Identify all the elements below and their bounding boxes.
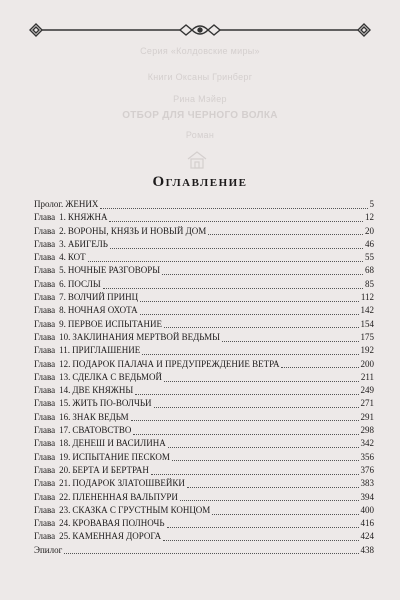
toc-entry: [34, 504, 374, 517]
toc-entry-title: КРОВАВАЯ ПОЛНОЧЬ: [72, 518, 165, 529]
ghost-line-4: ОТБОР ДЛЯ ЧЕРНОГО ВОЛКА: [122, 110, 278, 121]
toc-entry-title: НОЧНЫЕ РАЗГОВОРЫ: [67, 265, 161, 276]
toc-entry-number: 6.: [59, 278, 66, 289]
toc-entry: [34, 291, 374, 304]
toc-entry-page: 55: [365, 252, 374, 263]
ghost-line-5: Роман: [185, 130, 215, 140]
toc-entry-prefix: Глава: [34, 411, 56, 422]
toc-entry-title: ПОСЛЫ: [67, 278, 101, 289]
toc-entry: [34, 424, 374, 437]
toc-entry-title: ПЕРВОЕ ИСПЫТАНИЕ: [67, 318, 163, 329]
toc-entry-page: 192: [360, 345, 374, 356]
toc-dot-leader: [100, 201, 367, 209]
toc-entry-prefix: Глава: [34, 451, 56, 462]
toc-dot-leader: [212, 506, 358, 514]
toc-entry-title: ПРИГЛАШЕНИЕ: [72, 345, 141, 356]
toc-dot-leader: [64, 546, 358, 554]
toc-entry-prefix: Глава: [34, 292, 56, 303]
toc-entry-prefix: Пролог.: [34, 199, 64, 209]
toc-entry-prefix: Глава: [34, 425, 56, 436]
toc-dot-leader: [180, 493, 359, 501]
toc-dot-leader: [140, 307, 359, 315]
toc-dot-leader: [135, 387, 358, 395]
toc-entry: [34, 437, 374, 450]
toc-entry: [34, 331, 374, 344]
toc-entry-page: 424: [360, 531, 374, 542]
toc-entry: [34, 544, 374, 557]
toc-entry-number: 9.: [59, 318, 66, 329]
toc-entry: [34, 238, 374, 251]
toc-dot-leader: [131, 413, 359, 421]
toc-entry: [34, 304, 374, 317]
toc-entry: [34, 397, 374, 410]
toc-entry-title: ЖЕНИХ: [65, 199, 99, 209]
toc-entry-number: 17.: [59, 425, 71, 436]
toc-entry-number: 7.: [59, 292, 66, 303]
toc-entry-number: 14.: [59, 385, 71, 396]
toc-dot-leader: [167, 520, 359, 528]
toc-dot-leader: [281, 360, 358, 368]
toc-entry: [34, 477, 374, 490]
publisher-logo-icon: [186, 150, 208, 170]
toc-entry-page: 298: [360, 425, 374, 436]
toc-entry-title: НОЧНАЯ ОХОТА: [67, 305, 138, 316]
toc-entry-title: БЕРТА И БЕРТРАН: [72, 464, 149, 475]
toc-entry-prefix: Глава: [34, 265, 56, 276]
toc-entry-number: 2.: [59, 225, 66, 236]
toc-dot-leader: [133, 427, 358, 435]
toc-entry-title: СДЕЛКА С ВЕДЬМОЙ: [72, 371, 163, 382]
toc-entry: [34, 211, 374, 224]
toc-entry-number: 19.: [59, 451, 71, 462]
toc-entry-title: КОТ: [67, 252, 86, 263]
toc-entry: [34, 251, 374, 264]
toc-dot-leader: [162, 267, 363, 275]
toc-entry-page: 383: [360, 478, 374, 489]
toc-dot-leader: [142, 347, 358, 355]
toc-entry: [34, 530, 374, 543]
toc-entry-prefix: Глава: [34, 358, 56, 369]
toc-entry-page: 291: [360, 411, 374, 422]
toc-entry: [34, 225, 374, 238]
toc-entry-page: 112: [360, 292, 374, 303]
toc-entry-number: 4.: [59, 252, 66, 263]
toc-entry-title: ДЕНЕШ И ВАСИЛИНА: [72, 438, 166, 449]
toc-entry-prefix: Глава: [34, 318, 56, 329]
toc-entry: [34, 318, 374, 331]
toc-entry-title: ЗНАК ВЕДЬМ: [72, 411, 129, 422]
toc-dot-leader: [164, 320, 358, 328]
toc-entry-prefix: Глава: [34, 238, 56, 249]
toc-dot-leader: [222, 334, 359, 342]
toc-entry-number: 10.: [59, 331, 71, 342]
toc-entry: [34, 371, 374, 384]
toc-entry-number: 18.: [59, 438, 71, 449]
toc-entry-prefix: Эпилог: [34, 544, 63, 555]
toc-dot-leader: [164, 373, 359, 381]
toc-dot-leader: [109, 214, 363, 222]
toc-entry-number: 16.: [59, 411, 71, 422]
toc-entry-page: 20: [365, 225, 374, 236]
toc-entry: [34, 264, 374, 277]
toc-entry-number: 3.: [59, 238, 66, 249]
toc-dot-leader: [88, 254, 363, 262]
toc-entry-page: 85: [365, 278, 374, 289]
toc-entry-prefix: Глава: [34, 225, 56, 236]
toc-entry: [34, 517, 374, 530]
toc-entry-number: 24.: [59, 518, 71, 529]
ghost-line-2: Книги Оксаны Гринберг: [147, 72, 253, 82]
toc-entry-number: 12.: [59, 358, 71, 369]
toc-entry: [34, 451, 374, 464]
toc-entry: [34, 198, 374, 211]
toc-entry-page: 142: [360, 305, 374, 316]
toc-dot-leader: [172, 453, 359, 461]
toc-entry-title: ИСПЫТАНИЕ ПЕСКОМ: [72, 451, 170, 462]
toc-entry-prefix: Глава: [34, 518, 56, 529]
toc-entry-number: 23.: [59, 504, 71, 515]
toc-entry-number: 13.: [59, 371, 71, 382]
toc-entry-prefix: Глава: [34, 385, 56, 396]
toc-entry-number: 1.: [59, 212, 66, 223]
toc-entry-prefix: Глава: [34, 531, 56, 542]
toc-entry-prefix: Глава: [34, 438, 56, 449]
toc-entry-page: 394: [360, 491, 374, 502]
toc-entry: [34, 491, 374, 504]
toc-entry-title: ПОДАРОК ПАЛАЧА И ПРЕДУПРЕЖДЕНИЕ ВЕТРА: [72, 358, 280, 369]
toc-entry-prefix: Глава: [34, 398, 56, 409]
toc-entry-number: 11.: [59, 345, 71, 356]
toc-dot-leader: [110, 240, 363, 248]
toc-dot-leader: [140, 294, 359, 302]
toc-dot-leader: [168, 440, 359, 448]
toc-entry: [34, 278, 374, 291]
toc-entry: [34, 358, 374, 371]
table-of-contents: [34, 198, 374, 557]
toc-entry-page: 200: [360, 358, 374, 369]
toc-entry-prefix: Глава: [34, 305, 56, 316]
toc-entry-page: 5: [369, 199, 374, 209]
toc-entry-page: 211: [360, 371, 374, 382]
toc-entry-page: 249: [360, 385, 374, 396]
toc-entry-prefix: Глава: [34, 212, 56, 223]
toc-entry-title: ПОДАРОК ЗЛАТОШВЕЙКИ: [72, 478, 185, 489]
toc-entry-prefix: Глава: [34, 278, 56, 289]
toc-entry-page: 175: [360, 331, 374, 342]
toc-entry-prefix: Глава: [34, 371, 56, 382]
toc-entry-page: 376: [360, 464, 374, 475]
toc-entry-title: КНЯЖНА: [67, 212, 108, 223]
toc-entry-number: 15.: [59, 398, 71, 409]
toc-entry-page: 271: [360, 398, 374, 409]
toc-entry-number: 21.: [59, 478, 71, 489]
toc-entry-page: 46: [365, 238, 374, 249]
toc-entry-prefix: Глава: [34, 491, 56, 502]
toc-entry-page: 416: [360, 518, 374, 529]
toc-entry-page: 68: [365, 265, 374, 276]
toc-entry: [34, 384, 374, 397]
toc-entry-number: 22.: [59, 491, 71, 502]
toc-entry-prefix: Глава: [34, 252, 56, 263]
toc-entry-title: КАМЕННАЯ ДОРОГА: [72, 531, 162, 542]
toc-entry-title: АБИГЕЛЬ: [67, 238, 108, 249]
toc-entry-prefix: Глава: [34, 504, 56, 515]
toc-dot-leader: [187, 480, 359, 488]
toc-entry-page: 342: [360, 438, 374, 449]
toc-dot-leader: [208, 227, 363, 235]
toc-entry-title: ЗАКЛИНАНИЯ МЕРТВОЙ ВЕДЬМЫ: [72, 331, 220, 342]
toc-entry-page: 154: [360, 318, 374, 329]
toc-entry-page: 438: [360, 544, 374, 555]
toc-entry-title: СКАЗКА С ГРУСТНЫМ КОНЦОМ: [72, 504, 211, 515]
toc-entry-prefix: Глава: [34, 464, 56, 475]
toc-entry-page: 12: [365, 212, 374, 223]
toc-entry-page: 400: [360, 504, 374, 515]
toc-entry-title: ПЛЕНЕННАЯ ВАЛЬПУРИ: [72, 491, 178, 502]
ghost-line-3: Рина Мэйер: [173, 94, 227, 104]
toc-entry: [34, 464, 374, 477]
toc-entry-number: 8.: [59, 305, 66, 316]
toc-title: Оглавление: [152, 174, 248, 190]
toc-dot-leader: [103, 280, 363, 288]
toc-entry-title: ЖИТЬ ПО-ВОЛЧЬИ: [72, 398, 152, 409]
toc-entry: [34, 411, 374, 424]
toc-dot-leader: [163, 533, 358, 541]
toc-dot-leader: [154, 400, 359, 408]
toc-entry-title: ВОРОНЫ, КНЯЗЬ И НОВЫЙ ДОМ: [67, 225, 207, 236]
toc-dot-leader: [151, 466, 359, 474]
toc-entry-number: 25.: [59, 531, 71, 542]
toc-entry-number: 20.: [59, 464, 71, 475]
toc-entry-title: ВОЛЧИЙ ПРИНЦ: [67, 292, 139, 303]
toc-entry-page: 356: [360, 451, 374, 462]
toc-entry-number: 5.: [59, 265, 66, 276]
toc-entry-prefix: Глава: [34, 331, 56, 342]
decorative-ornament-icon: [28, 20, 372, 40]
toc-entry-prefix: Глава: [34, 345, 56, 356]
toc-entry-prefix: Глава: [34, 478, 56, 489]
ghost-line-1: Серия «Колдовские миры»: [140, 46, 260, 56]
toc-entry: [34, 344, 374, 357]
toc-entry-title: СВАТОВСТВО: [72, 425, 132, 436]
toc-entry-title: ДВЕ КНЯЖНЫ: [72, 385, 134, 396]
